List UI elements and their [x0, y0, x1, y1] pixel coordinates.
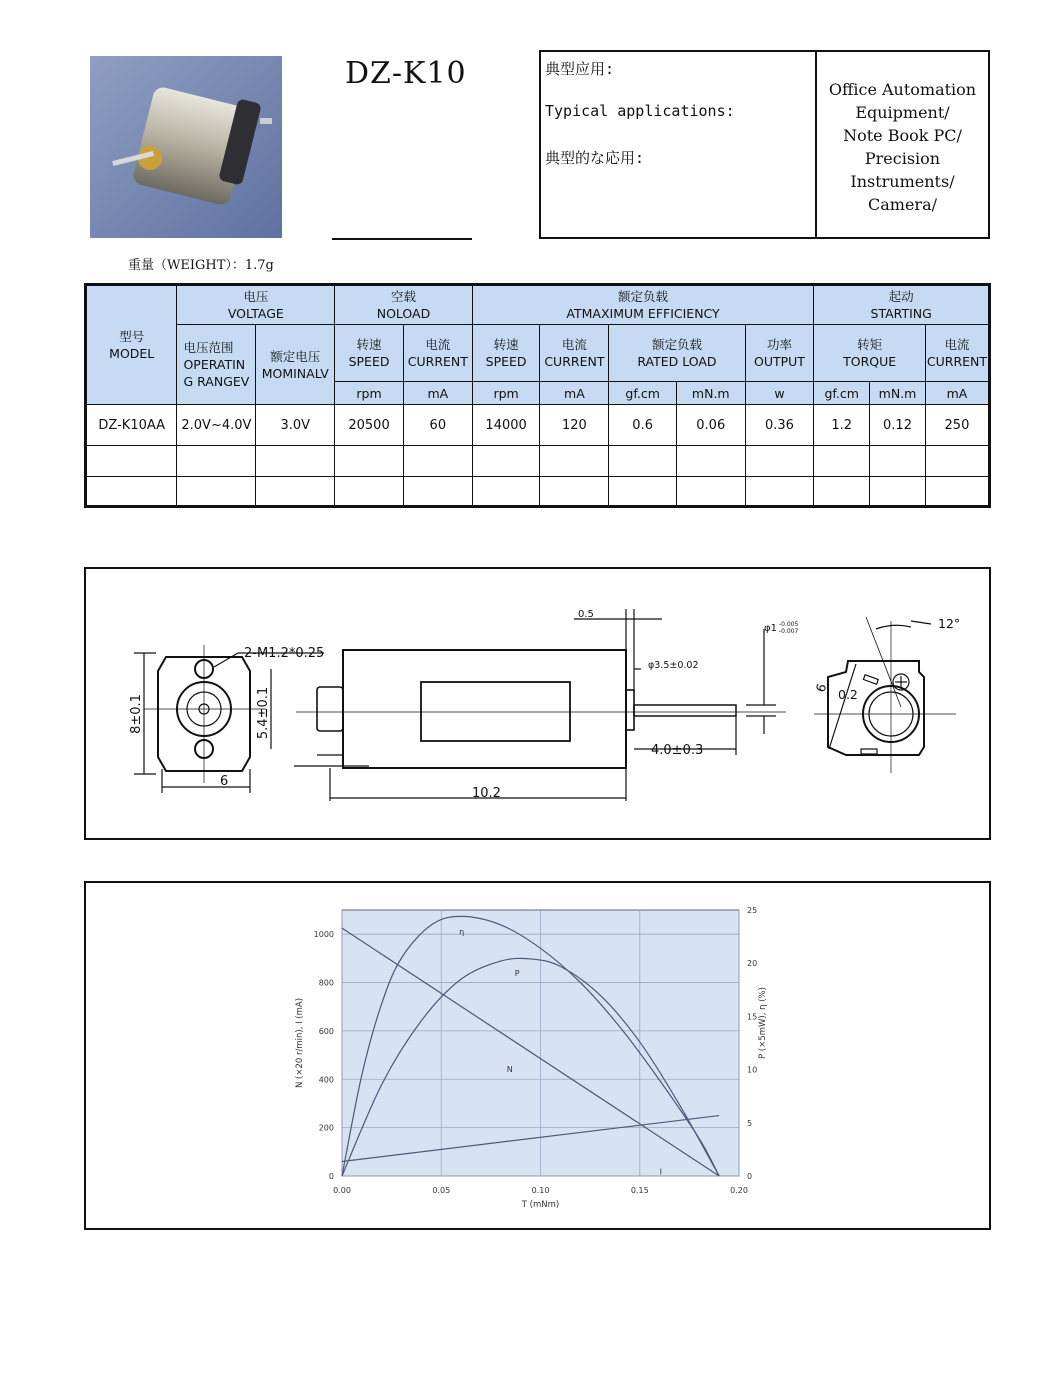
y-right-tick-label: 5: [747, 1118, 753, 1128]
starting-header-cn: 起动: [888, 289, 914, 304]
output-header: [745, 325, 814, 382]
efficiency-current-header-cn: 电流: [561, 337, 587, 352]
efficiency-header: [472, 285, 814, 325]
noload-speed-header-en: SPEED: [348, 354, 390, 369]
rated-voltage-header-en: MOMINALV: [261, 365, 329, 381]
y-right-tick-label: 20: [747, 959, 758, 969]
starting-header-en: STARTING: [870, 306, 932, 321]
unit-cell: mN.m: [676, 382, 745, 405]
noload-header-cn: 空载: [390, 289, 416, 304]
applications-label-cn: 典型应用:: [545, 60, 615, 78]
series-label: N: [506, 1065, 513, 1075]
performance-chart-box: [84, 881, 991, 1230]
noload-current-header-en: CURRENT: [407, 354, 468, 369]
application-item: Camera/: [868, 195, 937, 214]
table-cell: 20500: [335, 405, 404, 446]
series-label: I: [659, 1167, 662, 1177]
dim-body-length: 10.2: [472, 786, 501, 801]
y-right-tick-label: 15: [747, 1012, 758, 1022]
torque-header-cn: 转矩: [857, 337, 883, 352]
dim-shaft-length: 4.0±0.3: [651, 743, 704, 758]
applications-label-jp: 典型的な応用:: [545, 149, 645, 167]
efficiency-current-header-en: CURRENT: [544, 354, 605, 369]
title-underline: [332, 238, 472, 240]
dim-offset: 0.2: [838, 687, 858, 702]
efficiency-current-header: [540, 325, 609, 382]
torque-header-en: TORQUE: [843, 354, 897, 369]
rated-voltage-header-cn: 额定电压: [270, 348, 321, 364]
x-tick-label: 0.05: [432, 1186, 451, 1195]
front-view: [134, 645, 324, 793]
y-left-tick-label: 200: [318, 1123, 334, 1133]
dim-gap: 0.5: [578, 609, 594, 620]
application-item: Precision: [864, 149, 941, 168]
table-cell: 0.06: [676, 405, 745, 446]
model-header-en: MODEL: [109, 346, 155, 361]
table-cell: 1.2: [814, 405, 870, 446]
noload-speed-header-cn: 转速: [356, 337, 382, 352]
y-right-tick-label: 10: [747, 1065, 758, 1075]
dim-angle: 12°: [938, 616, 961, 631]
x-axis-label: T (mNm): [521, 1200, 560, 1210]
noload-current-header-cn: 电流: [425, 337, 451, 352]
starting-header: [814, 285, 990, 325]
application-item: Instruments/: [850, 172, 955, 191]
performance-chart: [86, 883, 989, 1228]
voltage-header: [177, 285, 335, 325]
table-cell: 3.0V: [256, 405, 335, 446]
efficiency-speed-header: [472, 325, 540, 382]
efficiency-header-en: ATMAXIMUM EFFICIENCY: [566, 306, 720, 321]
table-cell: 14000: [472, 405, 540, 446]
y-left-tick-label: 400: [318, 1075, 334, 1085]
series-label: η: [459, 927, 465, 937]
applications-values: [817, 78, 988, 216]
efficiency-header-cn: 额定负载: [618, 289, 669, 304]
dimension-drawing-box: [84, 567, 991, 840]
output-header-cn: 功率: [766, 337, 792, 352]
y-left-tick-label: 600: [318, 1026, 334, 1036]
unit-cell: gf.cm: [814, 382, 870, 405]
table-cell: DZ-K10AA: [86, 405, 177, 446]
end-view: [814, 617, 956, 773]
side-view: [294, 609, 786, 801]
model-title: DZ-K10: [345, 56, 467, 91]
unit-cell: gf.cm: [609, 382, 677, 405]
range-header-en-2: G RANGEV: [183, 374, 250, 389]
rated-load-header-en: RATED LOAD: [637, 354, 717, 369]
series-label: P: [514, 968, 520, 978]
range-header: [177, 325, 256, 405]
table-cell: 120: [540, 405, 609, 446]
range-header-en-1: OPERATIN: [183, 357, 246, 372]
dim-width: 6: [220, 774, 229, 789]
rated-load-header: [609, 325, 745, 382]
unit-cell: mA: [403, 382, 472, 405]
unit-cell: rpm: [472, 382, 540, 405]
efficiency-speed-header-en: SPEED: [485, 354, 527, 369]
weight-label: 重量（WEIGHT）：1.7g: [128, 258, 274, 273]
model-header-cn: 型号: [119, 329, 145, 344]
range-header-cn: 电压范围: [183, 340, 234, 355]
y-axis-left-label: N (×20 r/min), I (mA): [295, 997, 305, 1089]
spec-table: [84, 283, 991, 508]
rated-voltage-header: [256, 325, 335, 405]
dim-side: 6: [812, 681, 830, 694]
noload-current-header: [403, 325, 472, 382]
applications-box: [539, 50, 990, 239]
dim-inner: 5.4±0.1: [256, 686, 271, 740]
y-right-tick-label: 25: [747, 906, 758, 915]
table-cell: 2.0V~4.0V: [177, 405, 256, 446]
table-row: [86, 405, 990, 446]
unit-cell: mN.m: [870, 382, 926, 405]
y-axis-right-label: P (×5mW), η (%): [758, 987, 768, 1059]
unit-cell: rpm: [335, 382, 404, 405]
dim-shaft-tol-bottom: -0.007: [779, 628, 799, 635]
table-row-empty: [86, 477, 990, 507]
model-header: [86, 285, 177, 405]
noload-header: [335, 285, 473, 325]
rated-load-header-cn: 额定负载: [651, 337, 702, 352]
noload-header-en: NOLOAD: [376, 306, 431, 321]
application-item: Office Automation: [828, 80, 977, 99]
dim-shaft: φ1: [764, 623, 777, 634]
starting-current-header-en: CURRENT: [926, 354, 988, 369]
application-item: Note Book PC/: [843, 126, 962, 145]
unit-cell: mA: [925, 382, 989, 405]
y-left-tick-label: 0: [328, 1172, 334, 1181]
table-cell: 0.12: [870, 405, 926, 446]
x-tick-label: 0.15: [630, 1186, 649, 1195]
starting-current-header: [925, 325, 989, 382]
unit-cell: w: [745, 382, 814, 405]
x-tick-label: 0.20: [730, 1186, 748, 1195]
y-right-tick-label: 0: [747, 1172, 753, 1181]
motor-photo: [90, 56, 282, 238]
table-cell: 0.36: [745, 405, 814, 446]
voltage-header-cn: 电压: [243, 289, 269, 304]
x-tick-label: 0.10: [531, 1186, 550, 1195]
table-cell: 0.6: [609, 405, 677, 446]
table-cell: 250: [925, 405, 989, 446]
starting-current-header-cn: 电流: [944, 337, 970, 352]
output-header-en: OUTPUT: [753, 354, 805, 369]
dim-shaft-tol-top: -0.005: [779, 621, 799, 628]
applications-label-en: Typical applications:: [545, 102, 735, 120]
efficiency-speed-header-cn: 转速: [493, 337, 519, 352]
table-cell: 60: [403, 405, 472, 446]
y-left-tick-label: 800: [318, 978, 334, 988]
unit-cell: mA: [540, 382, 609, 405]
dim-thread: 2-M1.2*0.25: [244, 646, 325, 661]
dimension-drawing: [86, 569, 989, 838]
dim-height: 8±0.1: [129, 694, 144, 734]
torque-header: [814, 325, 926, 382]
x-tick-label: 0.00: [333, 1186, 351, 1195]
voltage-header-en: VOLTAGE: [227, 306, 284, 321]
table-row-empty: [86, 446, 990, 477]
dim-boss: φ3.5±0.02: [648, 660, 699, 671]
y-left-tick-label: 1000: [313, 930, 334, 940]
noload-speed-header: [335, 325, 404, 382]
application-item: Equipment/: [855, 103, 950, 122]
